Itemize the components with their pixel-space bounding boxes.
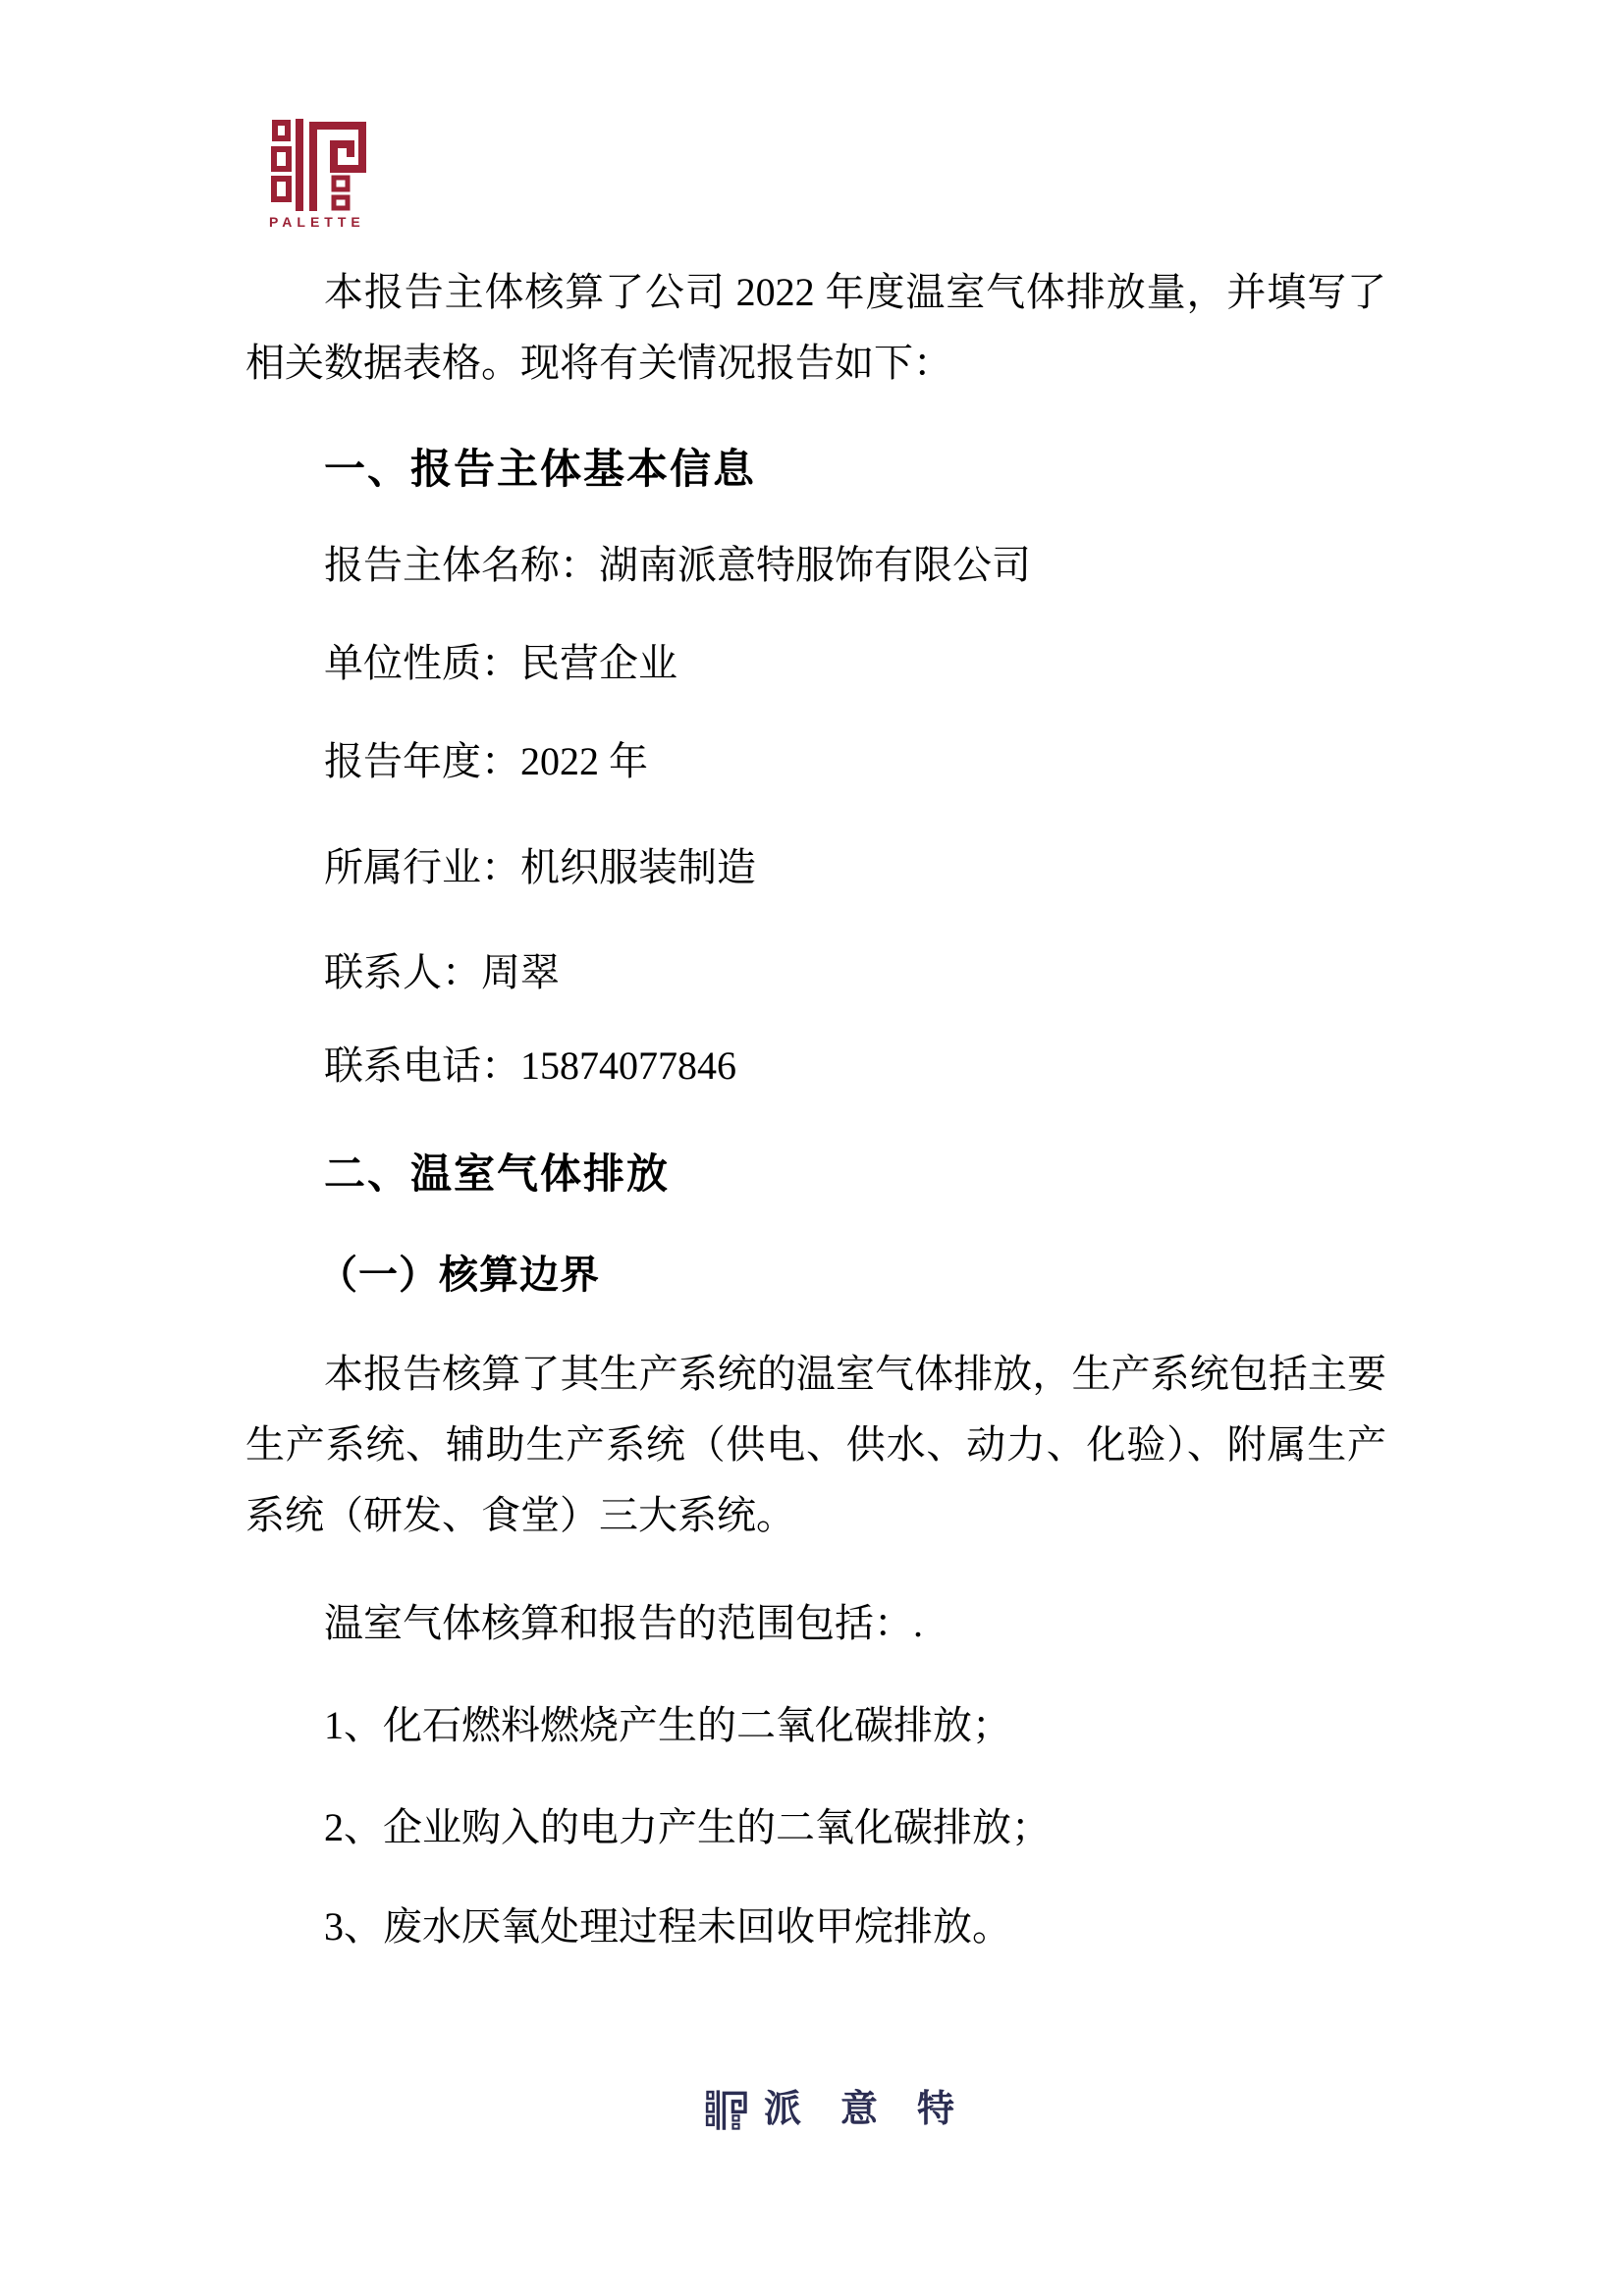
paiyite-wordmark: 派意特 (764, 2089, 995, 2130)
header-brand-logo (269, 116, 377, 230)
intro-paragraph: 本报告主体核算了公司 2022 年度温室气体排放量，并填写了相关数据表格。现将有关情况报告如下： (245, 270, 1386, 385)
field-unit-nature: 单位性质：民营企业 (324, 641, 677, 685)
paiyite-maze-logo-icon (705, 2087, 748, 2132)
boundary-paragraph: 本报告核算了其生产系统的温室气体排放，生产系统包括主要生产系统、辅助生产系统（供电、供水、动力、化验）、附属生产系统（研发、食堂）三大系统。 (245, 1352, 1386, 1537)
subsection1-heading: （一）核算边界 (318, 1254, 600, 1297)
section1-heading: 一、报告主体基本信息 (324, 446, 757, 492)
palette-wordmark: PALETTE (269, 214, 365, 230)
scope-item-1: 1、化石燃料燃烧产生的二氧化碳排放； (324, 1703, 1011, 1747)
scope-item-2: 2、企业购入的电力产生的二氧化碳排放； (324, 1805, 1051, 1849)
scope-item-3: 3、废水厌氧处理过程未回收甲烷排放。 (324, 1904, 1011, 1949)
palette-maze-logo-icon (269, 116, 369, 211)
scope-intro-line: 温室气体核算和报告的范围包括：. (324, 1601, 923, 1645)
field-report-year: 报告年度：2022 年 (324, 739, 648, 783)
section2-heading: 二、温室气体排放 (324, 1150, 671, 1197)
field-report-entity-name: 报告主体名称：湖南派意特服饰有限公司 (324, 543, 1031, 587)
field-contact-person: 联系人：周翠 (324, 950, 560, 994)
field-industry: 所属行业：机织服装制造 (324, 845, 756, 889)
field-contact-phone: 联系电话：15874077846 (324, 1043, 736, 1088)
footer-brand-logo (705, 2087, 994, 2132)
